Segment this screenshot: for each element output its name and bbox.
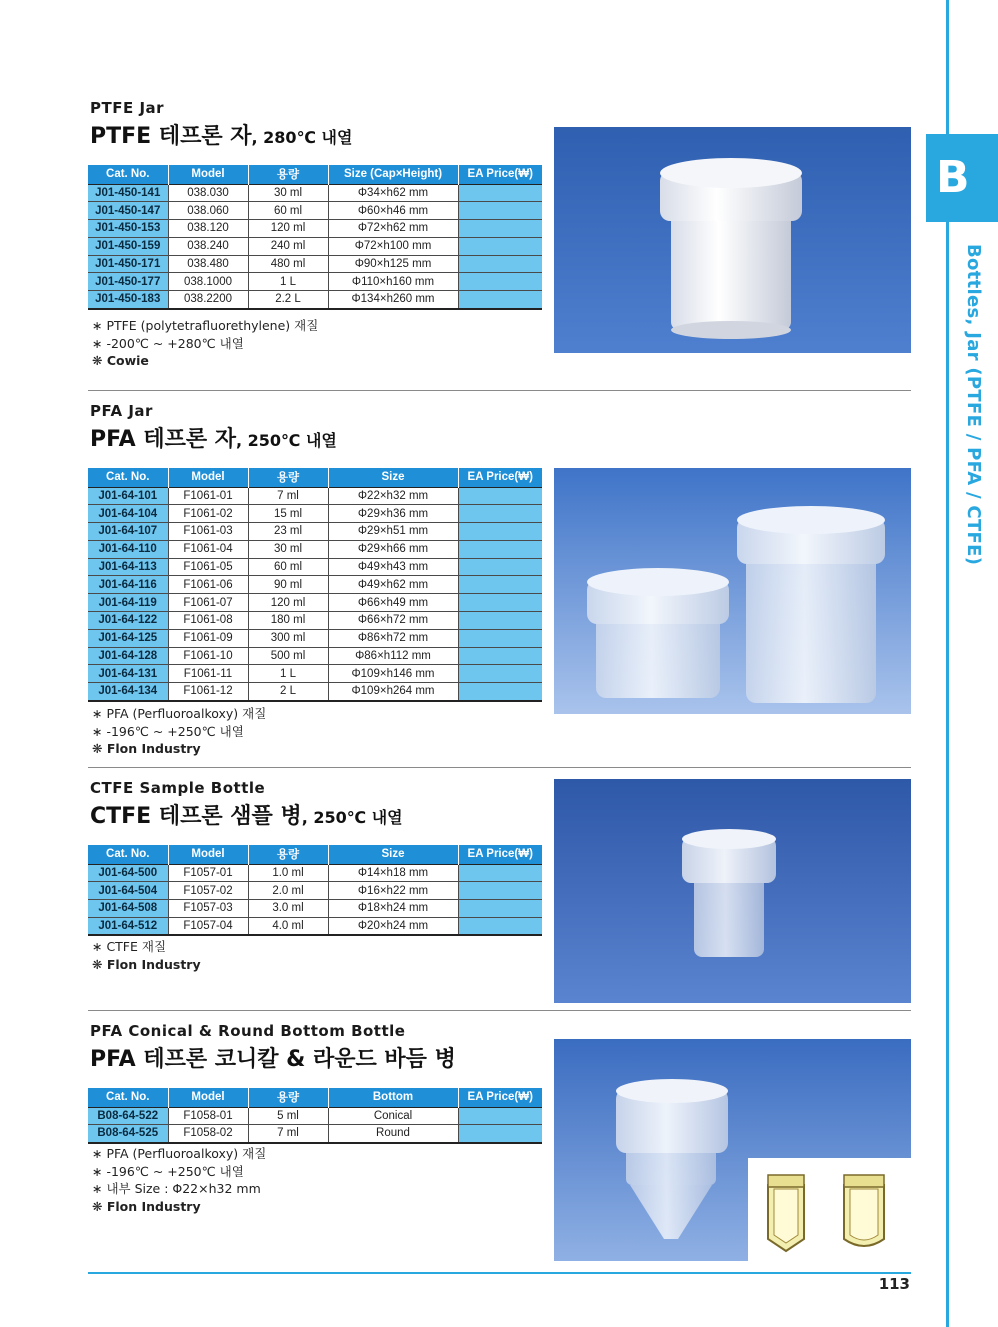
volume-cell: 30 ml [248, 540, 328, 558]
volume-cell: 2.2 L [248, 291, 328, 309]
model-cell: F1061-05 [168, 558, 248, 576]
col-header-model: Model [168, 845, 248, 864]
footer-line [88, 1272, 911, 1274]
model-cell: F1061-11 [168, 665, 248, 683]
model-cell: F1061-08 [168, 612, 248, 630]
model-cell: 038.120 [168, 220, 248, 238]
volume-cell: 240 ml [248, 237, 328, 255]
price-cell [458, 202, 542, 220]
table-row [88, 1125, 542, 1143]
price-cell [458, 612, 542, 630]
model-cell: F1057-04 [168, 917, 248, 935]
volume-cell: 7 ml [248, 487, 328, 505]
manufacturer: ❋ Flon Industry [92, 956, 201, 972]
col-header-volume: 용량 [248, 165, 328, 184]
volume-cell: 60 ml [248, 558, 328, 576]
table-row [88, 647, 542, 665]
section-en-title: PFA Conical & Round Bottom Bottle [90, 1022, 406, 1040]
size-cell: Φ49×h43 mm [328, 558, 458, 576]
cat-no-cell: J01-64-116 [88, 576, 168, 594]
col-header-cat-no: Cat. No. [88, 165, 168, 184]
volume-cell: 3.0 ml [248, 900, 328, 918]
size-cell: Φ72×h100 mm [328, 237, 458, 255]
cat-no-cell: J01-64-131 [88, 665, 168, 683]
price-cell [458, 1125, 542, 1143]
cat-no-cell: J01-450-141 [88, 184, 168, 202]
table-row [88, 917, 542, 935]
table-row [88, 576, 542, 594]
ko-title-main: PFA 테프론 코니칼 & 라운드 바듬 병 [90, 1047, 456, 1072]
cat-no-cell: J01-64-110 [88, 540, 168, 558]
size-cell: Φ66×h72 mm [328, 612, 458, 630]
table-row [88, 594, 542, 612]
bottom-cell: Conical [328, 1107, 458, 1125]
cat-no-cell: J01-64-500 [88, 864, 168, 882]
size-cell: Φ18×h24 mm [328, 900, 458, 918]
cat-no-cell: B08-64-525 [88, 1125, 168, 1143]
model-cell: F1058-02 [168, 1125, 248, 1143]
size-cell: Φ29×h66 mm [328, 540, 458, 558]
volume-cell: 180 ml [248, 612, 328, 630]
price-cell [458, 594, 542, 612]
col-header-cat-no: Cat. No. [88, 1088, 168, 1107]
size-cell: Φ86×h72 mm [328, 629, 458, 647]
model-cell: F1061-06 [168, 576, 248, 594]
cat-no-cell: J01-64-128 [88, 647, 168, 665]
volume-cell: 60 ml [248, 202, 328, 220]
price-cell [458, 683, 542, 701]
volume-cell: 1 L [248, 273, 328, 291]
col-header-size: Size [328, 468, 458, 487]
price-cell [458, 576, 542, 594]
price-cell [458, 237, 542, 255]
table-row [88, 505, 542, 523]
pfa-conical-notes [92, 1145, 266, 1215]
section-pfa-jar-heading [90, 402, 912, 453]
model-cell: F1058-01 [168, 1107, 248, 1125]
pfa-jar-photo [554, 468, 911, 714]
price-cell [458, 184, 542, 202]
volume-cell: 120 ml [248, 594, 328, 612]
ko-title-sub: , 250℃ 내열 [301, 808, 403, 827]
price-cell [458, 629, 542, 647]
pfa-conical-photo [554, 1039, 911, 1261]
volume-cell: 5 ml [248, 1107, 328, 1125]
volume-cell: 2 L [248, 683, 328, 701]
price-cell [458, 487, 542, 505]
model-cell: F1061-10 [168, 647, 248, 665]
col-header-bottom: Bottom [328, 1088, 458, 1107]
size-cell: Φ134×h260 mm [328, 291, 458, 309]
table-row [88, 184, 542, 202]
col-header-volume: 용량 [248, 845, 328, 864]
note-line: ∗ -196℃ ~ +250℃ 내열 [92, 1163, 244, 1179]
cat-no-cell: J01-450-153 [88, 220, 168, 238]
table-row [88, 540, 542, 558]
cat-no-cell: J01-64-101 [88, 487, 168, 505]
table-row [88, 273, 542, 291]
cat-no-cell: J01-64-125 [88, 629, 168, 647]
table-row [88, 864, 542, 882]
price-cell [458, 917, 542, 935]
col-header-model: Model [168, 165, 248, 184]
col-header-price: EA Price(₩) [458, 845, 542, 864]
size-cell: Φ86×h112 mm [328, 647, 458, 665]
cat-no-cell: J01-64-512 [88, 917, 168, 935]
price-cell [458, 864, 542, 882]
pfa-jar-table [88, 468, 542, 702]
volume-cell: 23 ml [248, 523, 328, 541]
model-cell: 038.060 [168, 202, 248, 220]
cat-no-cell: J01-450-183 [88, 291, 168, 309]
size-cell: Φ14×h18 mm [328, 864, 458, 882]
volume-cell: 4.0 ml [248, 917, 328, 935]
size-cell: Φ20×h24 mm [328, 917, 458, 935]
model-cell: F1061-07 [168, 594, 248, 612]
model-cell: 038.030 [168, 184, 248, 202]
model-cell: F1061-04 [168, 540, 248, 558]
section-vertical-label: Bottles, Jar (PTFE / PFA / CTFE) [963, 244, 984, 566]
col-header-volume: 용량 [248, 468, 328, 487]
section-ko-title [90, 422, 912, 453]
price-cell [458, 291, 542, 309]
model-cell: F1057-03 [168, 900, 248, 918]
manufacturer: ❋ Cowie [92, 353, 149, 368]
ctfe-bottle-table [88, 845, 542, 936]
table-row [88, 202, 542, 220]
ctfe-bottle-photo [554, 779, 911, 1003]
price-cell [458, 665, 542, 683]
size-cell: Φ90×h125 mm [328, 255, 458, 273]
model-cell: F1061-12 [168, 683, 248, 701]
table-row [88, 612, 542, 630]
price-cell [458, 220, 542, 238]
section-tab: B [926, 134, 998, 222]
table-row [88, 683, 542, 701]
note-line: ∗ PFA (Perfluoroalkoxy) 재질 [92, 1146, 267, 1161]
price-cell [458, 273, 542, 291]
ko-title-main: PTFE 테프론 자 [90, 124, 252, 149]
note-line: ∗ -200℃ ~ +280℃ 내열 [92, 335, 244, 351]
price-cell [458, 1107, 542, 1125]
col-header-price: EA Price(₩) [458, 468, 542, 487]
ptfe-jar-photo [554, 127, 911, 353]
col-header-volume: 용량 [248, 1088, 328, 1107]
price-cell [458, 882, 542, 900]
ko-title-sub: , 250℃ 내열 [235, 431, 337, 450]
volume-cell: 300 ml [248, 629, 328, 647]
ko-title-main: PFA 테프론 자 [90, 427, 236, 452]
col-header-cat-no: Cat. No. [88, 468, 168, 487]
size-cell: Φ16×h22 mm [328, 882, 458, 900]
volume-cell: 15 ml [248, 505, 328, 523]
page-number: 113 [878, 1275, 910, 1293]
col-header-price: EA Price(₩) [458, 165, 542, 184]
size-cell: Φ29×h36 mm [328, 505, 458, 523]
table-row [88, 291, 542, 309]
model-cell: 038.240 [168, 237, 248, 255]
table-row [88, 1107, 542, 1125]
volume-cell: 2.0 ml [248, 882, 328, 900]
table-row [88, 523, 542, 541]
volume-cell: 1.0 ml [248, 864, 328, 882]
table-row [88, 629, 542, 647]
volume-cell: 120 ml [248, 220, 328, 238]
cat-no-cell: J01-450-177 [88, 273, 168, 291]
price-cell [458, 505, 542, 523]
volume-cell: 1 L [248, 665, 328, 683]
cat-no-cell: J01-64-104 [88, 505, 168, 523]
ko-title-main: CTFE 테프론 샘플 병 [90, 804, 302, 829]
volume-cell: 7 ml [248, 1125, 328, 1143]
size-cell: Φ60×h46 mm [328, 202, 458, 220]
cat-no-cell: J01-64-504 [88, 882, 168, 900]
table-row [88, 882, 542, 900]
note-line: ∗ PTFE (polytetrafluorethylene) 재질 [92, 318, 319, 333]
manufacturer: ❋ Flon Industry [92, 1198, 201, 1214]
table-row [88, 558, 542, 576]
table-row [88, 237, 542, 255]
volume-cell: 30 ml [248, 184, 328, 202]
manufacturer: ❋ Flon Industry [92, 741, 201, 756]
size-cell: Φ22×h32 mm [328, 487, 458, 505]
cat-no-cell: J01-64-122 [88, 612, 168, 630]
price-cell [458, 523, 542, 541]
size-cell: Φ110×h160 mm [328, 273, 458, 291]
model-cell: 038.2200 [168, 291, 248, 309]
note-line: ∗ CTFE 재질 [92, 939, 167, 954]
model-cell: F1057-01 [168, 864, 248, 882]
price-cell [458, 540, 542, 558]
model-cell: F1061-01 [168, 487, 248, 505]
col-header-size: Size (Cap×Height) [328, 165, 458, 184]
cat-no-cell: J01-64-508 [88, 900, 168, 918]
note-line: ∗ PFA (Perfluoroalkoxy) 재질 [92, 706, 267, 721]
table-row [88, 255, 542, 273]
ko-title-sub: , 280℃ 내열 [251, 128, 353, 147]
ptfe-jar-table [88, 165, 542, 310]
section-en-title: PFA Jar [90, 402, 153, 420]
section-en-title: PTFE Jar [90, 99, 165, 117]
model-cell: 038.480 [168, 255, 248, 273]
size-cell: Φ34×h62 mm [328, 184, 458, 202]
volume-cell: 480 ml [248, 255, 328, 273]
note-line: ∗ 내부 Size : Φ22×h32 mm [92, 1181, 261, 1196]
size-cell: Φ72×h62 mm [328, 220, 458, 238]
price-cell [458, 900, 542, 918]
col-header-model: Model [168, 468, 248, 487]
pfa-conical-table [88, 1088, 542, 1144]
cat-no-cell: J01-450-147 [88, 202, 168, 220]
pfa-jar-notes [92, 705, 266, 758]
cat-no-cell: J01-450-159 [88, 237, 168, 255]
section-divider [88, 390, 911, 391]
model-cell: F1057-02 [168, 882, 248, 900]
table-row [88, 220, 542, 238]
col-header-model: Model [168, 1088, 248, 1107]
cat-no-cell: J01-64-119 [88, 594, 168, 612]
volume-cell: 90 ml [248, 576, 328, 594]
section-divider [88, 1010, 911, 1011]
note-line: ∗ -196℃ ~ +250℃ 내열 [92, 723, 244, 739]
size-cell: Φ109×h264 mm [328, 683, 458, 701]
model-cell: 038.1000 [168, 273, 248, 291]
ctfe-bottle-notes [92, 938, 201, 973]
model-cell: F1061-02 [168, 505, 248, 523]
size-cell: Φ109×h146 mm [328, 665, 458, 683]
ptfe-jar-notes [92, 317, 318, 370]
price-cell [458, 558, 542, 576]
section-divider [88, 767, 911, 768]
bottom-cell: Round [328, 1125, 458, 1143]
cat-no-cell: J01-64-134 [88, 683, 168, 701]
section-en-title: CTFE Sample Bottle [90, 779, 266, 797]
model-cell: F1061-03 [168, 523, 248, 541]
size-cell: Φ49×h62 mm [328, 576, 458, 594]
cat-no-cell: B08-64-522 [88, 1107, 168, 1125]
price-cell [458, 255, 542, 273]
cat-no-cell: J01-64-113 [88, 558, 168, 576]
size-cell: Φ66×h49 mm [328, 594, 458, 612]
cat-no-cell: J01-450-171 [88, 255, 168, 273]
model-cell: F1061-09 [168, 629, 248, 647]
table-row [88, 900, 542, 918]
col-header-size: Size [328, 845, 458, 864]
size-cell: Φ29×h51 mm [328, 523, 458, 541]
volume-cell: 500 ml [248, 647, 328, 665]
table-row [88, 487, 542, 505]
col-header-price: EA Price(₩) [458, 1088, 542, 1107]
col-header-cat-no: Cat. No. [88, 845, 168, 864]
table-row [88, 665, 542, 683]
price-cell [458, 647, 542, 665]
cat-no-cell: J01-64-107 [88, 523, 168, 541]
